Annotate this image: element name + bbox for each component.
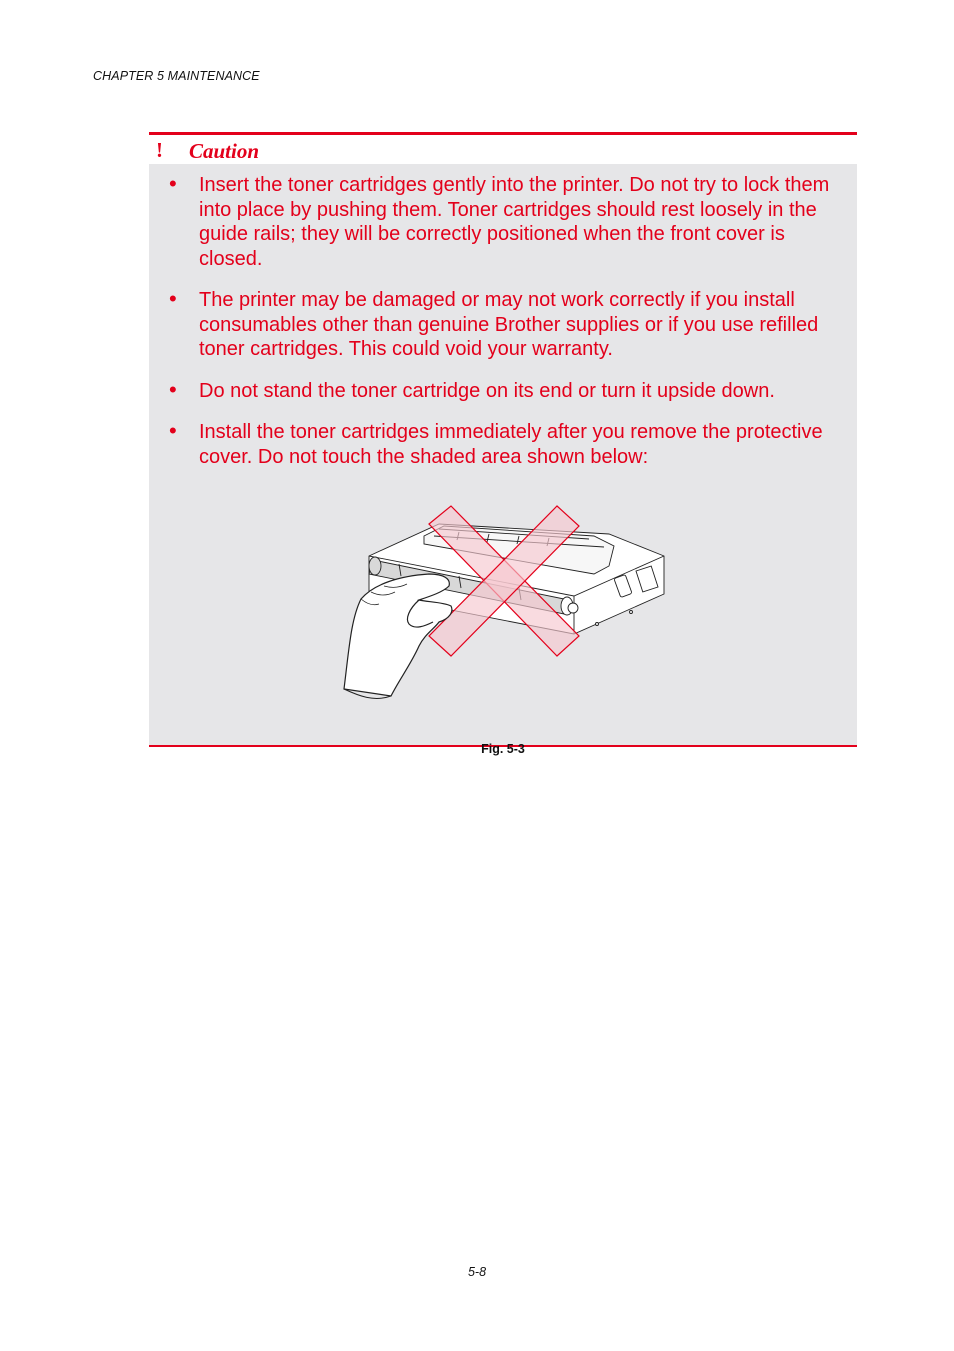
caution-list [149,173,849,486]
list-item [149,420,849,469]
caution-item-text: The printer may be damaged or may not work correctly if you install consumables other than genuine Brother supplies or if you use refilled toner cartridges. This could void your warranty. [199,289,819,360]
page-number: 5-8 [467,1265,487,1279]
list-item [149,288,849,362]
running-header: CHAPTER 5 MAINTENANCE [93,69,260,83]
caution-item-text: Do not stand the toner cartridge on its end or turn it upside down. [199,379,775,402]
caution-title: Caution [189,139,260,163]
bullet-icon: • [169,376,177,402]
toner-cartridge-illustration [339,484,679,709]
caution-item-text: Insert the toner cartridges gently into the printer. Do not try to lock them into place by pushing them. Toner cartridges should rest loosely in the guide rails; they will be correctly positioned when the front cover is closed. [199,174,830,270]
caution-body [149,164,857,756]
caution-exclamation-icon: ! [156,138,163,162]
bullet-icon: • [169,286,177,311]
caution-item-text: Install the toner cartridges immediately after you remove the protective cover. Do not touch the shaded area shown below: [199,421,823,468]
bullet-icon: • [169,171,177,196]
figure-caption: Fig. 5-3 [481,742,525,756]
caution-header [149,135,857,164]
caution-box [149,132,857,756]
list-item [149,173,849,271]
list-item [149,376,849,404]
bullet-icon: • [169,418,177,443]
